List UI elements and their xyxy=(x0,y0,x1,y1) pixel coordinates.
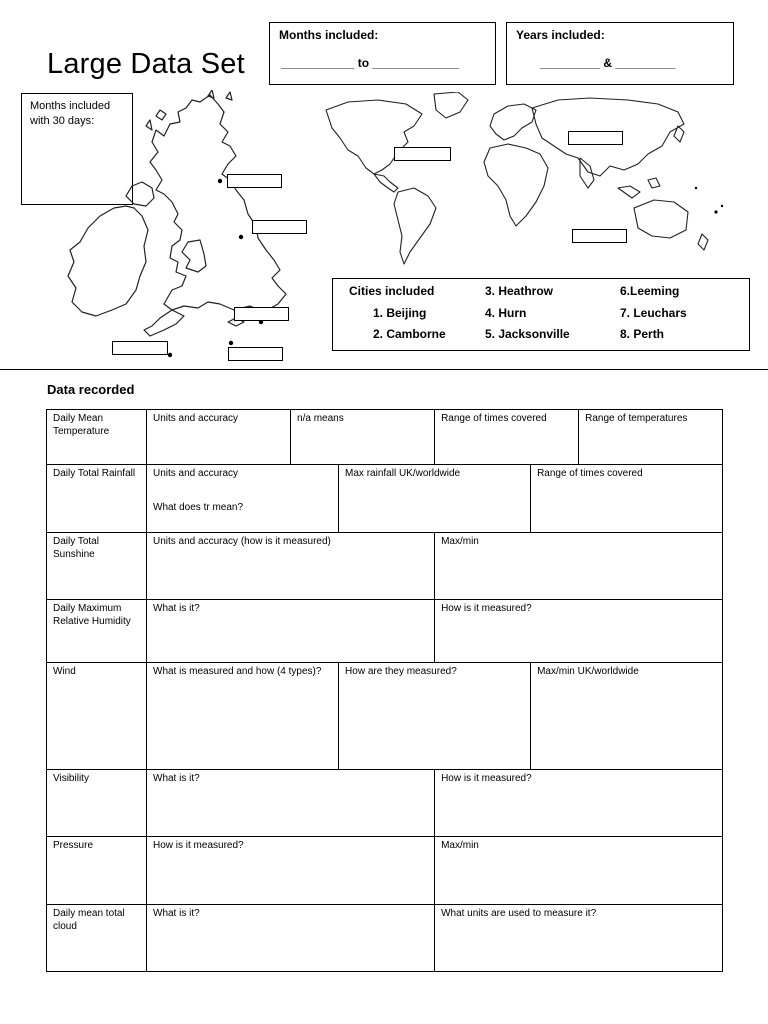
answer-cell[interactable]: Max/min xyxy=(435,533,723,600)
row-header: Wind xyxy=(47,663,147,770)
answer-cell[interactable]: What is it? xyxy=(147,905,435,972)
answer-cell[interactable]: Range of temperatures xyxy=(579,410,723,465)
table-row xyxy=(47,533,723,600)
city-item: 2. Camborne xyxy=(373,327,446,341)
answer-cell[interactable]: Max rainfall UK/worldwide xyxy=(339,465,531,533)
answer-cell[interactable]: What units are used to measure it? xyxy=(435,905,723,972)
cell-prompt: What does tr mean? xyxy=(153,502,244,513)
table-row xyxy=(47,663,723,770)
uk-city-label-box[interactable] xyxy=(252,220,307,234)
uk-city-label-box[interactable] xyxy=(234,307,289,321)
cell-prompt: Units and accuracy xyxy=(153,468,239,479)
row-header: Daily Total Rainfall xyxy=(47,465,147,533)
city-item: 5. Jacksonville xyxy=(485,327,570,341)
city-item: 1. Beijing xyxy=(373,306,427,320)
answer-cell[interactable]: Units and accuracy (how is it measured) xyxy=(147,533,435,600)
table-row xyxy=(47,770,723,837)
uk-city-label-box[interactable] xyxy=(228,347,283,361)
city-item: 7. Leuchars xyxy=(620,306,687,320)
city-item: 3. Heathrow xyxy=(485,284,554,298)
city-item: 6.Leeming xyxy=(620,284,680,298)
cities-heading: Cities included xyxy=(349,284,435,298)
years-included-box[interactable] xyxy=(506,22,734,85)
years-included-blank[interactable]: _________ & _________ xyxy=(540,56,676,70)
answer-cell[interactable]: How is it measured? xyxy=(147,837,435,905)
answer-cell[interactable]: How are they measured? xyxy=(339,663,531,770)
table-row xyxy=(47,905,723,972)
answer-cell[interactable]: What is it? xyxy=(147,600,435,663)
table-row xyxy=(47,600,723,663)
row-header: Daily Total Sunshine xyxy=(47,533,147,600)
answer-cell[interactable]: n/a means xyxy=(291,410,435,465)
answer-cell[interactable] xyxy=(147,465,339,533)
uk-city-label-box[interactable] xyxy=(227,174,282,188)
answer-cell[interactable]: What is it? xyxy=(147,770,435,837)
table-row xyxy=(47,410,723,465)
world-city-label-box[interactable] xyxy=(568,131,623,145)
thirty-days-label-line1: Months included xyxy=(30,100,111,112)
answer-cell[interactable]: Max/min UK/worldwide xyxy=(531,663,723,770)
answer-cell[interactable]: Range of times covered xyxy=(435,410,579,465)
answer-cell[interactable]: Units and accuracy xyxy=(147,410,291,465)
page-title: Large Data Set xyxy=(47,48,245,80)
answer-cell[interactable]: What is measured and how (4 types)? xyxy=(147,663,339,770)
row-header: Pressure xyxy=(47,837,147,905)
row-header: Visibility xyxy=(47,770,147,837)
months-included-label: Months included: xyxy=(279,28,379,42)
row-header: Daily mean total cloud xyxy=(47,905,147,972)
data-recorded-table xyxy=(46,409,723,972)
months-included-blank[interactable]: ___________ to _____________ xyxy=(281,56,460,70)
table-row xyxy=(47,837,723,905)
city-item: 4. Hurn xyxy=(485,306,527,320)
answer-cell[interactable]: How is it measured? xyxy=(435,600,723,663)
uk-city-label-box[interactable] xyxy=(112,341,168,355)
answer-cell[interactable]: Max/min xyxy=(435,837,723,905)
section-divider xyxy=(0,369,768,370)
answer-cell[interactable]: Range of times covered xyxy=(531,465,723,533)
answer-cell[interactable]: How is it measured? xyxy=(435,770,723,837)
thirty-days-label-line2: with 30 days: xyxy=(30,115,95,127)
row-header: Daily Mean Temperature xyxy=(47,410,147,465)
world-map xyxy=(318,92,738,272)
months-included-box[interactable] xyxy=(269,22,496,85)
world-city-label-box[interactable] xyxy=(394,147,451,161)
cities-included-box xyxy=(332,278,750,351)
section-title: Data recorded xyxy=(47,382,135,397)
world-city-label-box[interactable] xyxy=(572,229,627,243)
table-row xyxy=(47,465,723,533)
row-header: Daily Maximum Relative Humidity xyxy=(47,600,147,663)
years-included-label: Years included: xyxy=(516,28,605,42)
city-item: 8. Perth xyxy=(620,327,665,341)
